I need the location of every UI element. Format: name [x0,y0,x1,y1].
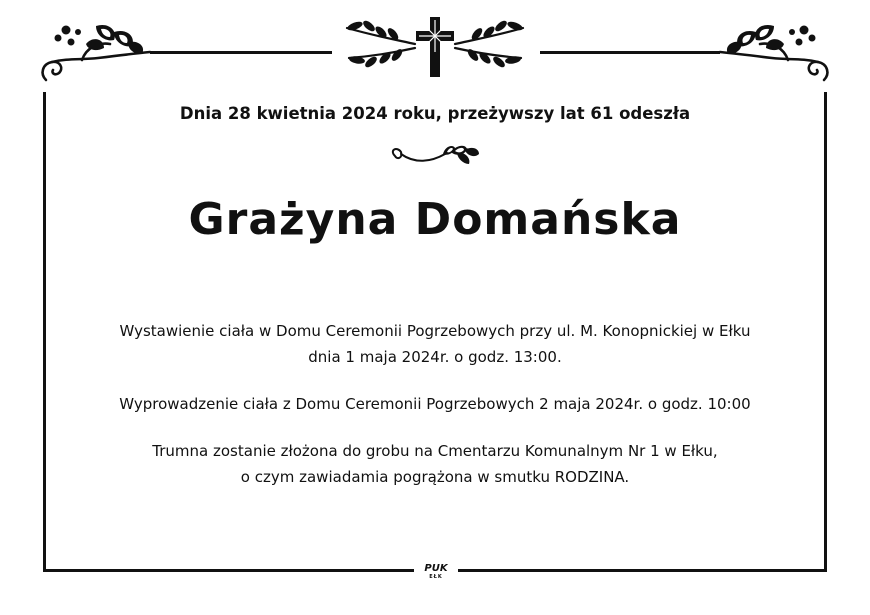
deceased-name: Grażyna Domańska [188,194,682,245]
frame-bottom-border-right [458,569,827,572]
death-date-line: Dnia 28 kwietnia 2024 roku, przeżywszy lat 61 odeszła [179,104,691,123]
departure-info [0,391,870,417]
departure-line: Wyprowadzenie ciała z Domu Ceremonii Pogrzebowych 2 maja 2024r. o godz. 10:00 [119,395,751,413]
top-rule-right [540,51,720,54]
burial-info [0,438,870,490]
leaf-sprig-divider-icon [385,140,485,174]
frame-bottom-border-left [43,569,414,572]
viewing-line-1: Wystawienie ciała w Domu Ceremonii Pogrzebowych przy ul. M. Konopnickiej w Ełku [119,322,751,340]
viewing-info [0,318,870,370]
puk-logo [414,563,458,580]
floral-scroll-right-icon [712,18,832,88]
cross-with-laurel-icon [335,14,535,80]
viewing-line-2: dnia 1 maja 2024r. o godz. 13:00. [308,348,562,366]
logo-text-main: PUK [424,563,448,574]
floral-scroll-left-icon [38,18,158,88]
logo-text-sub: EŁK [429,574,443,580]
burial-line-1: Trumna zostanie złożona do grobu na Cmentarzu Komunalnym Nr 1 w Ełku, [152,442,718,460]
top-rule-left [150,51,332,54]
burial-line-2: o czym zawiadamia pogrążona w smutku RODZINA. [240,468,630,486]
